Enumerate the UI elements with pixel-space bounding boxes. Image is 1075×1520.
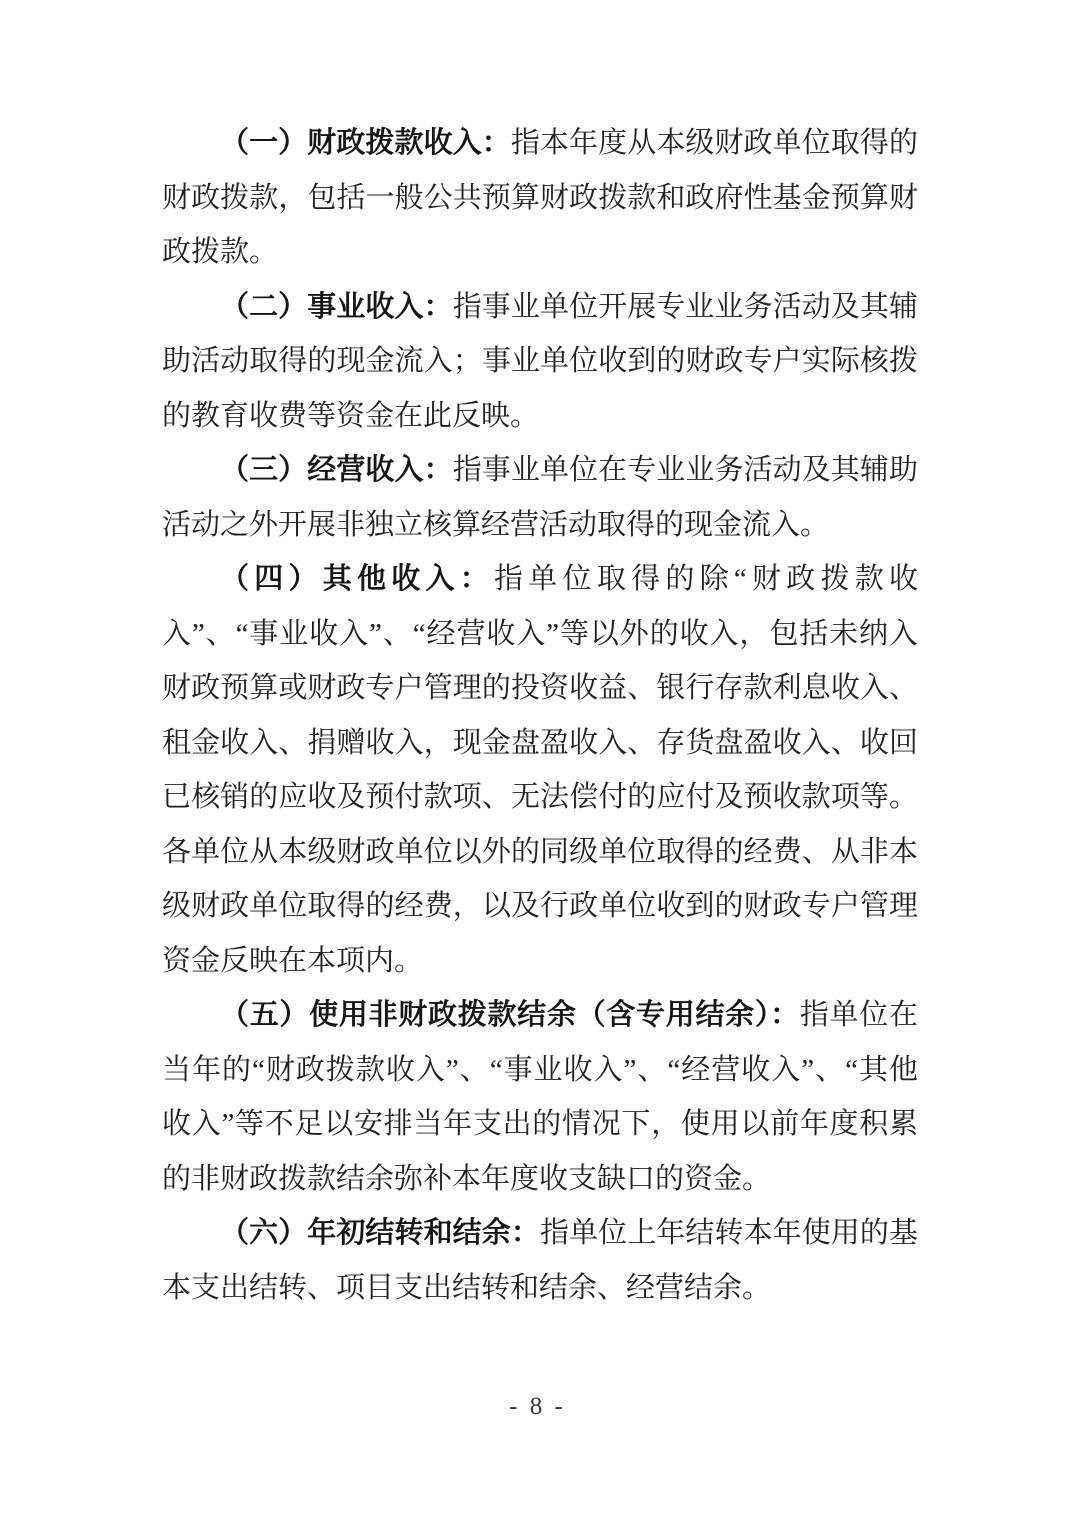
definition-paragraph	[162, 443, 918, 552]
definition-paragraph	[162, 1206, 918, 1315]
term-definition: 指单位上年结转本年使用的基本支出结转、项目支出结转和结余、经营结余。	[162, 1217, 918, 1304]
definition-paragraph	[162, 552, 918, 988]
definition-paragraph	[162, 988, 918, 1206]
term-definition: 指事业单位在专业业务活动及其辅助活动之外开展非独立核算经营活动取得的现金流入。	[162, 454, 918, 541]
term-definition: 指本年度从本级财政单位取得的财政拨款，包括一般公共预算财政拨款和政府性基金预算财政拨款。	[162, 127, 918, 268]
definition-paragraph	[162, 116, 918, 280]
term-label: （四）其他收入：	[220, 563, 495, 595]
document-content	[162, 116, 918, 1315]
term-label: （六）年初结转和结余：	[220, 1217, 540, 1249]
term-label: （一）财政拨款收入：	[220, 127, 511, 159]
term-definition: 指单位取得的除“财政拨款收入”、“事业收入”、“经营收入”等以外的收入，包括未纳入财政预算或财政专户管理的投资收益、银行存款利息收入、租金收入、捐赠收入，现金盘盈收入、存货盘盈收入、收回已核销的应收及预付款项、无法偿付的应付及预收款项等。各单位从本级财政单位以外的同级单位取得的经费、从非本级财政单位取得的经费，以及行政单位收到的财政专户管理资金反映在本项内。	[162, 563, 918, 977]
definition-paragraph	[162, 280, 918, 444]
term-label: （二）事业收入：	[220, 290, 453, 323]
term-label: （五）使用非财政拨款结余（含专用结余）：	[220, 999, 800, 1031]
term-label: （三）经营收入：	[220, 454, 453, 486]
term-definition: 指事业单位开展专业业务活动及其辅助活动取得的现金流入；事业单位收到的财政专户实际核拨的教育收费等资金在此反映。	[162, 290, 918, 432]
term-definition: 指单位在当年的“财政拨款收入”、“事业收入”、“经营收入”、“其他收入”等不足以安排当年支出的情况下，使用以前年度积累的非财政拨款结余弥补本年度收支缺口的资金。	[162, 999, 918, 1195]
page-number: - 8 -	[509, 1393, 566, 1420]
